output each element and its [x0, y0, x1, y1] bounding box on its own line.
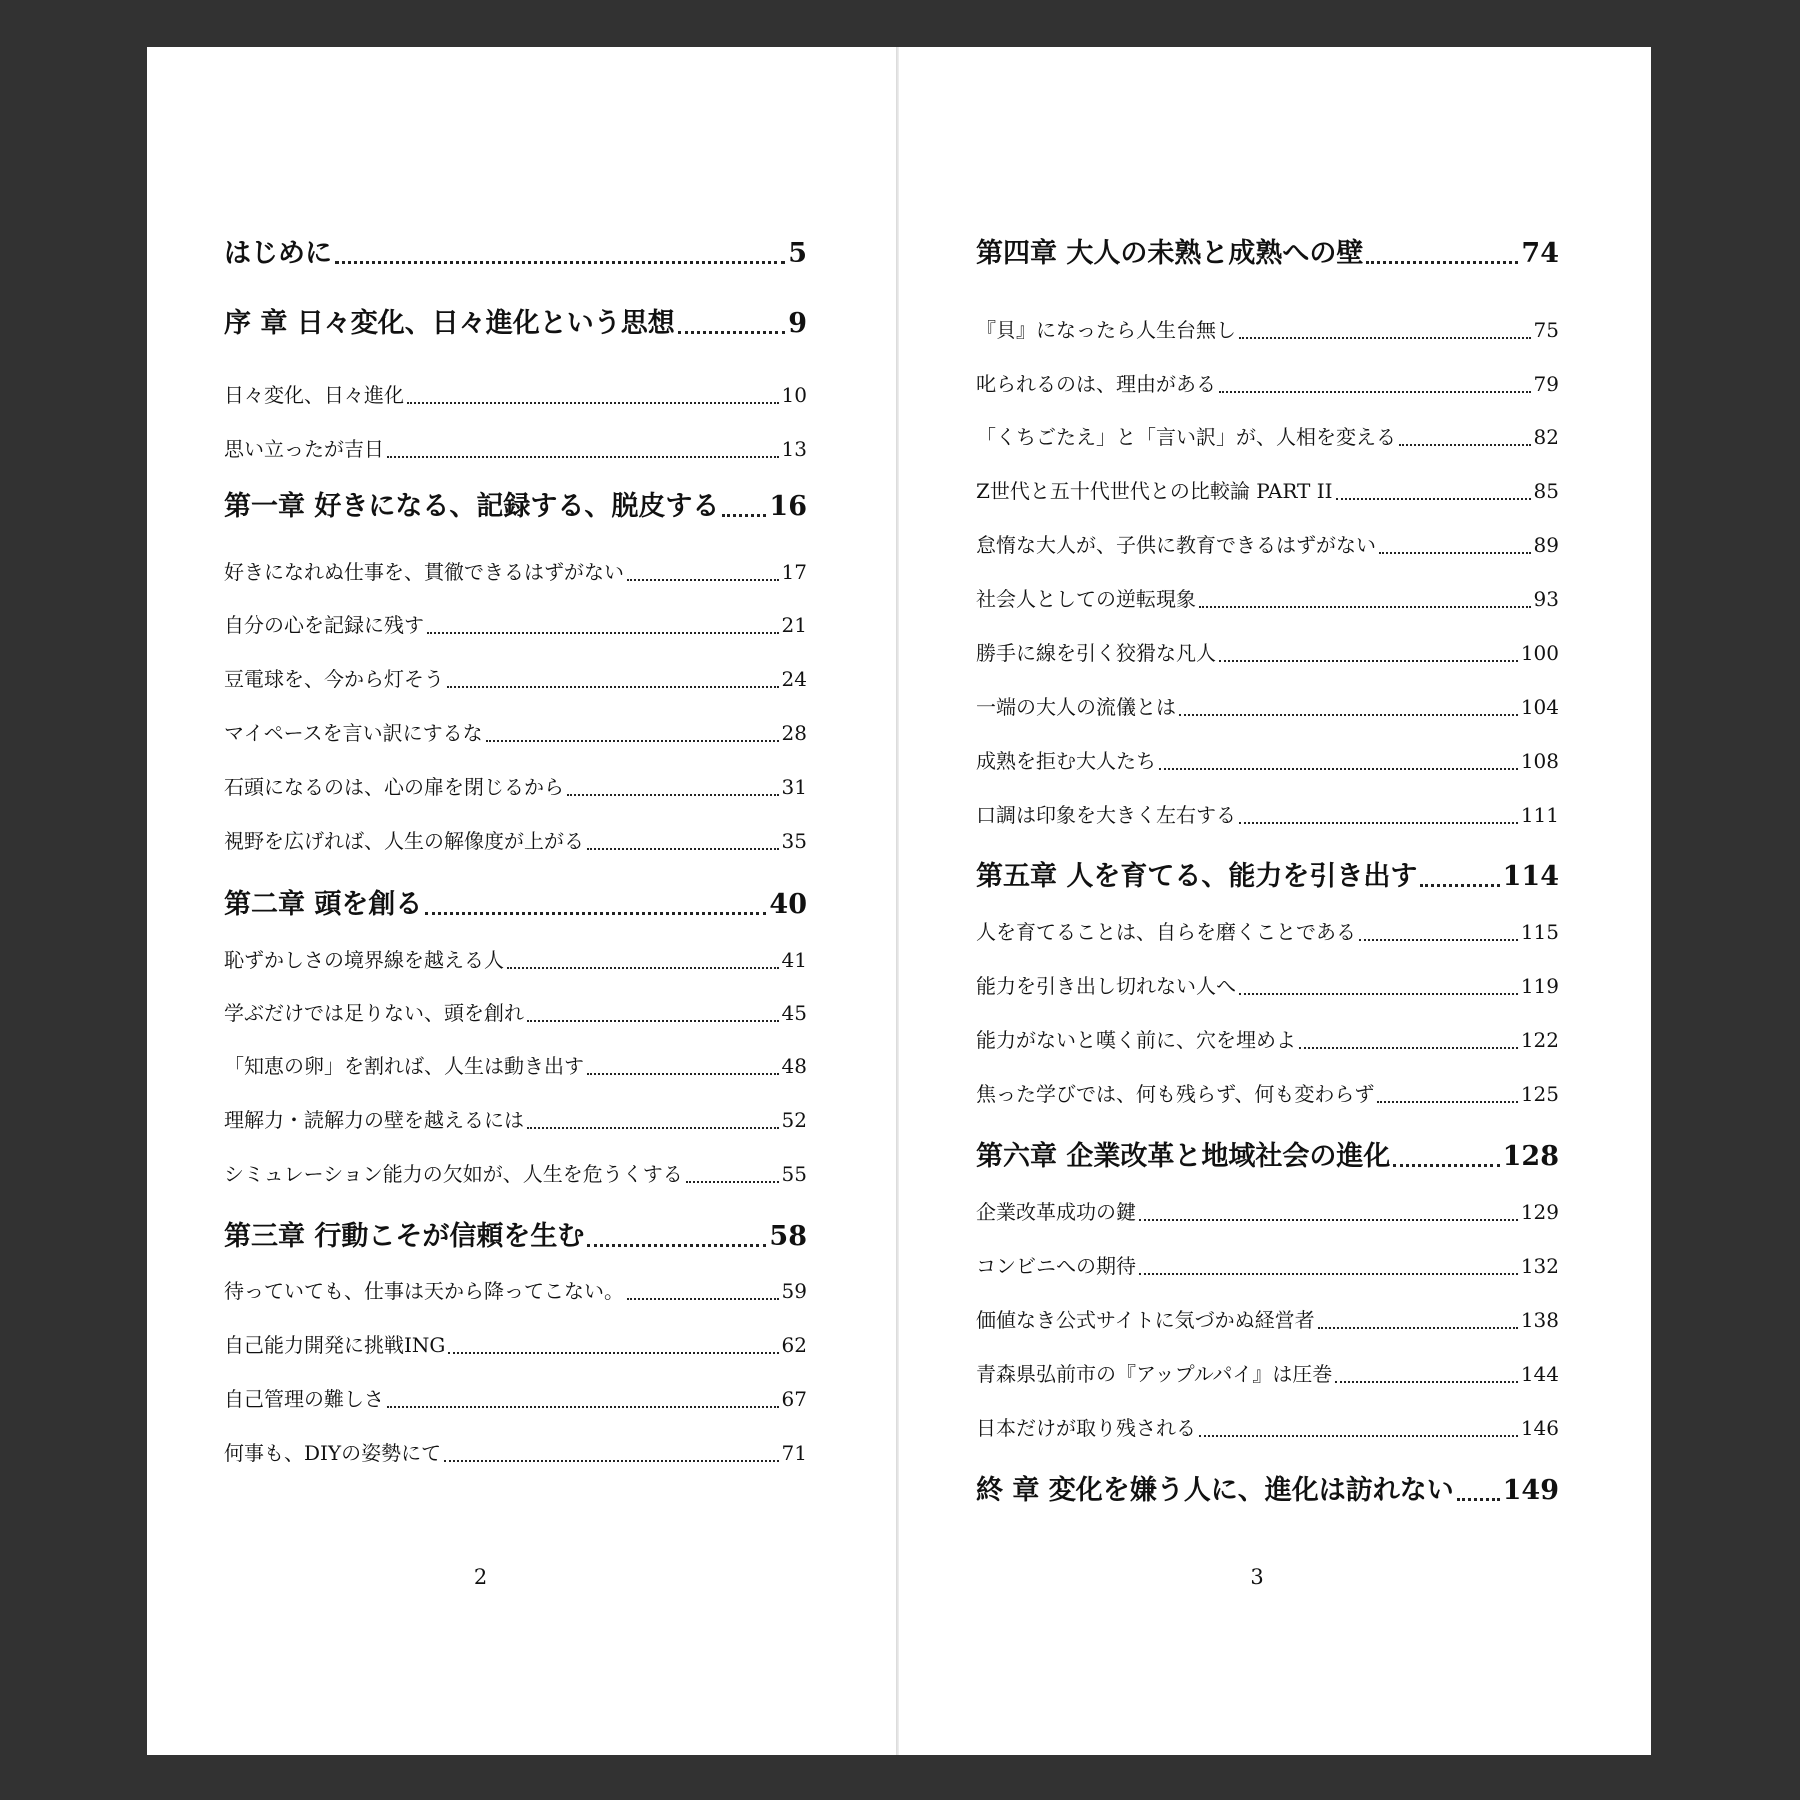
toc-entry-title: 第六章 企業改革と地域社会の進化 [976, 1141, 1391, 1172]
toc-section-entry [976, 799, 1559, 831]
toc-entry-title: 能力がないと嘆く前に、穴を埋めよ [976, 1028, 1296, 1052]
toc-entry-page-number: 41 [781, 948, 807, 972]
toc-dot-leader [507, 967, 779, 969]
toc-entry-page-number: 31 [781, 775, 807, 799]
toc-entry-title: 社会人としての逆転現象 [976, 587, 1196, 611]
toc-entry-page-number: 58 [769, 1221, 807, 1252]
toc-entry-title: 第一章 好きになる、記録する、脱皮する [224, 491, 720, 522]
toc-entry-title: 企業改革成功の鍵 [976, 1200, 1136, 1224]
toc-dot-leader [387, 456, 779, 458]
toc-section-entry [976, 1078, 1559, 1110]
toc-dot-leader [1219, 391, 1531, 393]
toc-chapter-entry [224, 304, 807, 344]
toc-section-entry [224, 1158, 807, 1190]
toc-section-entry [224, 717, 807, 749]
toc-entry-title: 終 章 変化を嫌う人に、進化は訪れない [976, 1475, 1454, 1506]
toc-dot-leader [427, 632, 779, 634]
toc-dot-leader [1420, 884, 1499, 887]
toc-entry-title: 一端の大人の流儀とは [976, 695, 1176, 719]
toc-dot-leader [448, 1352, 778, 1354]
toc-dot-leader [1199, 606, 1531, 608]
toc-entry-title: 何事も、DIYの姿勢にて [224, 1441, 442, 1465]
toc-entry-title: 怠惰な大人が、子供に教育できるはずがない [976, 533, 1376, 557]
toc-entry-page-number: 138 [1520, 1308, 1559, 1332]
toc-entry-title: 叱られるのは、理由がある [976, 372, 1216, 396]
toc-section-entry [224, 663, 807, 695]
toc-entry-title: はじめに [224, 238, 332, 269]
toc-entry-title: 第二章 頭を創る [224, 889, 423, 920]
toc-entry-page-number: 5 [788, 238, 807, 269]
toc-entry-page-number: 125 [1520, 1082, 1559, 1106]
toc-section-entry [224, 771, 807, 803]
toc-dot-leader [486, 740, 779, 742]
toc-chapter-entry [224, 487, 807, 527]
toc-entry-page-number: 35 [781, 829, 807, 853]
toc-entry-title: 価値なき公式サイトに気づかぬ経営者 [976, 1308, 1315, 1332]
toc-entry-page-number: 62 [781, 1333, 807, 1357]
toc-entry-page-number: 129 [1520, 1200, 1559, 1224]
toc-dot-leader [686, 1181, 779, 1183]
toc-dot-leader [387, 1406, 779, 1408]
toc-entry-page-number: 45 [781, 1001, 807, 1025]
toc-entry-title: 日本だけが取り残される [976, 1416, 1196, 1440]
toc-dot-leader [1239, 337, 1531, 339]
toc-section-entry [224, 1383, 807, 1415]
toc-entry-page-number: 93 [1533, 587, 1559, 611]
toc-section-entry [976, 421, 1559, 453]
toc-section-entry [976, 916, 1559, 948]
toc-entry-title: 成熟を拒む大人たち [976, 749, 1156, 773]
toc-dot-leader [722, 514, 766, 517]
toc-entry-page-number: 144 [1520, 1362, 1559, 1386]
toc-entry-page-number: 71 [781, 1441, 807, 1465]
toc-section-entry [976, 1196, 1559, 1228]
toc-entry-title: 豆電球を、今から灯そう [224, 667, 444, 691]
toc-section-entry [976, 314, 1559, 346]
toc-dot-leader [1318, 1327, 1518, 1329]
toc-entry-page-number: 115 [1520, 920, 1559, 944]
toc-section-entry [224, 379, 807, 411]
toc-entry-title: 自己能力開発に挑戦ING [224, 1333, 446, 1357]
toc-dot-leader [1159, 768, 1518, 770]
toc-section-entry [224, 1437, 807, 1469]
toc-entry-title: 日々変化、日々進化 [224, 383, 404, 407]
toc-entry-page-number: 48 [781, 1054, 807, 1078]
toc-chapter-entry [976, 234, 1559, 274]
toc-entry-title: 恥ずかしさの境界線を越える人 [224, 948, 504, 972]
toc-dot-leader [527, 1020, 779, 1022]
toc-entry-title: 学ぶだけでは足りない、頭を創れ [224, 1001, 524, 1025]
toc-section-entry [224, 1275, 807, 1307]
toc-dot-leader [1299, 1047, 1518, 1049]
toc-entry-page-number: 40 [769, 889, 807, 920]
toc-entry-page-number: 122 [1520, 1028, 1559, 1052]
toc-entry-title: 第三章 行動こそが信頼を生む [224, 1221, 585, 1252]
toc-dot-leader [1359, 939, 1518, 941]
toc-entry-page-number: 28 [781, 721, 807, 745]
toc-section-entry [976, 1358, 1559, 1390]
toc-entry-page-number: 24 [781, 667, 807, 691]
toc-section-entry [224, 944, 807, 976]
right-page [899, 47, 1651, 1755]
toc-entry-page-number: 111 [1520, 803, 1559, 827]
toc-chapter-entry [976, 857, 1559, 897]
toc-entry-page-number: 52 [781, 1108, 807, 1132]
toc-entry-title: コンビニへの期待 [976, 1254, 1136, 1278]
toc-section-entry [224, 825, 807, 857]
toc-entry-title: マイペースを言い訳にするな [224, 721, 483, 745]
toc-section-entry [976, 583, 1559, 615]
toc-entry-page-number: 17 [781, 560, 807, 584]
toc-dot-leader [1335, 1381, 1517, 1383]
page-number-right: 3 [1250, 1565, 1264, 1589]
toc-section-entry [224, 433, 807, 465]
toc-section-entry [976, 1250, 1559, 1282]
toc-dot-leader [1393, 1164, 1499, 1167]
toc-section-entry [224, 1050, 807, 1082]
toc-dot-leader [627, 1298, 779, 1300]
toc-entry-page-number: 55 [781, 1162, 807, 1186]
toc-entry-title: Z世代と五十代世代との比較論 PART II [976, 479, 1333, 503]
toc-dot-leader [1239, 993, 1518, 995]
toc-entry-page-number: 21 [781, 613, 807, 637]
toc-entry-title: 勝手に線を引く狡猾な凡人 [976, 641, 1216, 665]
toc-dot-leader [567, 794, 779, 796]
toc-section-entry [976, 1412, 1559, 1444]
page-number-left: 2 [473, 1565, 488, 1589]
toc-section-entry [976, 970, 1559, 1002]
toc-entry-title: 自己管理の難しさ [224, 1387, 384, 1411]
toc-entry-page-number: 119 [1520, 974, 1559, 998]
toc-entry-title: 口調は印象を大きく左右する [976, 803, 1236, 827]
toc-chapter-entry [224, 885, 807, 925]
toc-section-entry [976, 637, 1559, 669]
toc-entry-page-number: 104 [1520, 695, 1559, 719]
toc-entry-page-number: 128 [1502, 1141, 1559, 1172]
toc-section-entry [976, 1024, 1559, 1056]
toc-section-entry [224, 556, 807, 588]
toc-section-entry [224, 997, 807, 1029]
toc-entry-title: 『貝』になったら人生台無し [976, 318, 1236, 342]
toc-dot-leader [527, 1127, 779, 1129]
toc-entry-page-number: 114 [1502, 861, 1559, 892]
toc-entry-title: 思い立ったが吉日 [224, 437, 384, 461]
toc-chapter-entry [976, 1471, 1559, 1511]
toc-dot-leader [1379, 552, 1531, 554]
toc-section-entry [976, 1304, 1559, 1336]
toc-dot-leader [1139, 1219, 1518, 1221]
toc-chapter-entry [224, 234, 807, 274]
toc-entry-title: 焦った学びでは、何も残らず、何も変わらず [976, 1082, 1375, 1106]
toc-section-entry [224, 1329, 807, 1361]
toc-entry-title: 視野を広げれば、人生の解像度が上がる [224, 829, 584, 853]
toc-entry-title: 自分の心を記録に残す [224, 613, 424, 637]
toc-dot-leader [1239, 822, 1518, 824]
toc-entry-page-number: 100 [1520, 641, 1559, 665]
toc-dot-leader [335, 261, 785, 264]
toc-entry-page-number: 59 [781, 1279, 807, 1303]
toc-entry-page-number: 149 [1502, 1475, 1559, 1506]
toc-dot-leader [1366, 261, 1518, 264]
toc-section-entry [224, 609, 807, 641]
toc-dot-leader [1139, 1273, 1518, 1275]
toc-dot-leader [587, 848, 779, 850]
toc-dot-leader [1179, 714, 1518, 716]
toc-entry-page-number: 146 [1520, 1416, 1559, 1440]
toc-entry-page-number: 75 [1533, 318, 1559, 342]
toc-entry-title: 「くちごたえ」と「言い訳」が、人相を変える [976, 425, 1396, 449]
toc-entry-page-number: 82 [1533, 425, 1559, 449]
toc-dot-leader [407, 402, 779, 404]
toc-section-entry [976, 368, 1559, 400]
toc-entry-page-number: 16 [769, 491, 807, 522]
toc-dot-leader [1199, 1435, 1518, 1437]
toc-entry-page-number: 108 [1520, 749, 1559, 773]
toc-entry-title: 第五章 人を育てる、能力を引き出す [976, 861, 1418, 892]
toc-section-entry [224, 1104, 807, 1136]
toc-dot-leader [587, 1073, 779, 1075]
toc-entry-title: 第四章 大人の未熟と成熟への壁 [976, 238, 1364, 269]
toc-entry-title: 人を育てることは、自らを磨くことである [976, 920, 1356, 944]
toc-entry-title: 理解力・読解力の壁を越えるには [224, 1108, 524, 1132]
toc-entry-title: シミュレーション能力の欠如が、人生を危うくする [224, 1162, 683, 1186]
toc-section-entry [976, 691, 1559, 723]
toc-dot-leader [1457, 1498, 1500, 1501]
toc-entry-page-number: 13 [781, 437, 807, 461]
toc-entry-page-number: 85 [1533, 479, 1559, 503]
toc-entry-title: 石頭になるのは、心の扉を閉じるから [224, 775, 564, 799]
toc-entry-title: 青森県弘前市の『アップルパイ』は圧巻 [976, 1362, 1333, 1386]
toc-dot-leader [425, 912, 766, 915]
toc-entry-title: 序 章 日々変化、日々進化という思想 [224, 308, 675, 339]
toc-entry-page-number: 132 [1520, 1254, 1559, 1278]
toc-dot-leader [1377, 1101, 1517, 1103]
toc-chapter-entry [976, 1137, 1559, 1177]
toc-section-entry [976, 529, 1559, 561]
toc-entry-title: 能力を引き出し切れない人へ [976, 974, 1236, 998]
toc-entry-page-number: 89 [1533, 533, 1559, 557]
toc-dot-leader [627, 579, 779, 581]
toc-entry-page-number: 74 [1521, 238, 1559, 269]
toc-dot-leader [444, 1460, 778, 1462]
toc-entry-page-number: 79 [1533, 372, 1559, 396]
toc-dot-leader [447, 686, 779, 688]
toc-dot-leader [1399, 444, 1531, 446]
toc-section-entry [976, 475, 1559, 507]
toc-entry-title: 好きになれぬ仕事を、貫徹できるはずがない [224, 560, 624, 584]
toc-dot-leader [678, 331, 785, 334]
toc-dot-leader [1219, 660, 1518, 662]
left-page [147, 47, 896, 1755]
toc-entry-page-number: 10 [781, 383, 807, 407]
toc-dot-leader [1336, 498, 1531, 500]
toc-dot-leader [587, 1244, 766, 1247]
toc-entry-title: 待っていても、仕事は天から降ってこない。 [224, 1279, 624, 1303]
toc-entry-page-number: 67 [781, 1387, 807, 1411]
toc-entry-title: 「知恵の卵」を割れば、人生は動き出す [224, 1054, 584, 1078]
toc-section-entry [976, 745, 1559, 777]
toc-chapter-entry [224, 1217, 807, 1257]
toc-entry-page-number: 9 [788, 308, 807, 339]
